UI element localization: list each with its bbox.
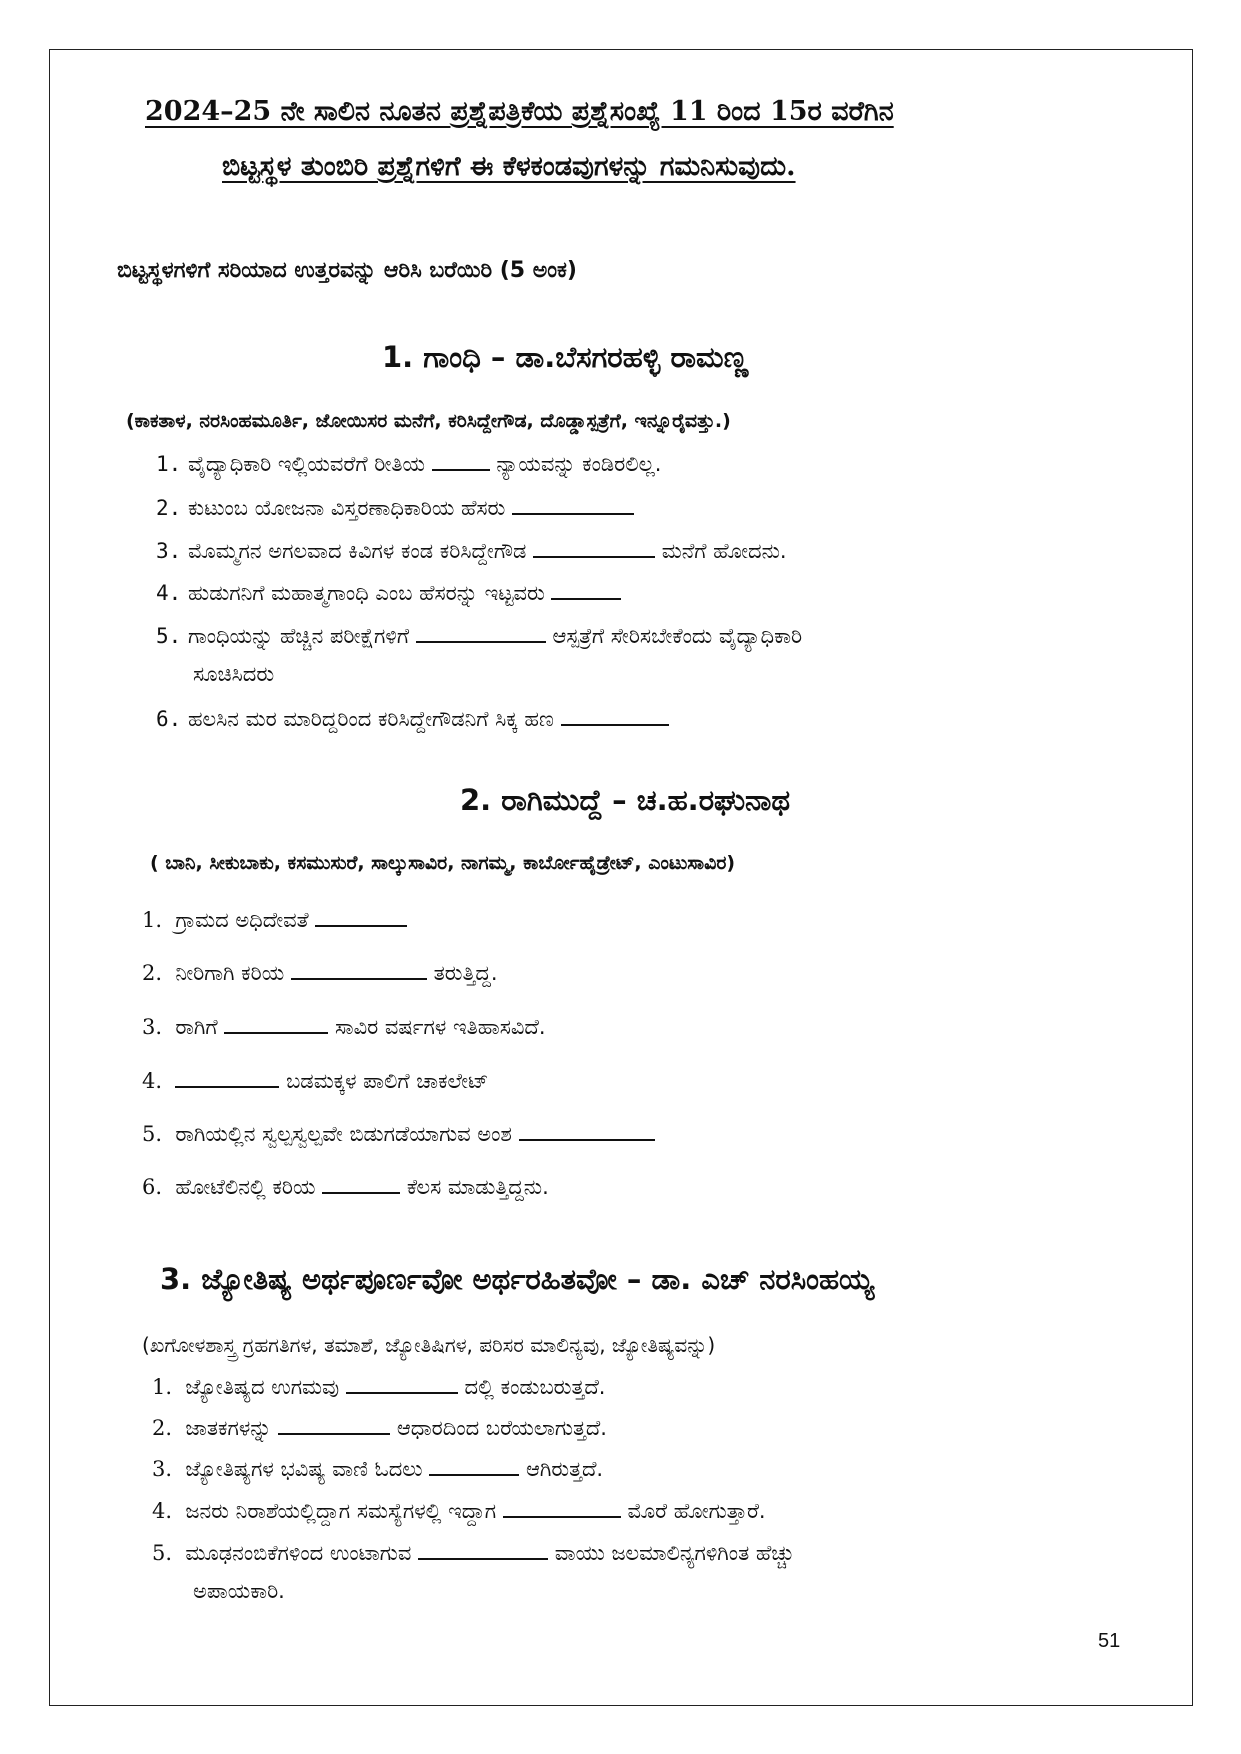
heading-line-2: ಬಿಟ್ಟಸ್ಥಳ ತುಂಬಿರಿ ಪ್ರಶ್ನೆಗಳಿಗೆ ಈ ಕೆಳಕಂಡವುಗಳನ್ನು ಗಮನಿಸುವುದು. [222, 151, 796, 182]
question-number: 3. [142, 1015, 163, 1039]
answer-blank [322, 1191, 400, 1194]
question-text-before: ಮೊಮ್ಮಗನ ಅಗಲವಾದ ಕಿವಿಗಳ ಕಂಡ ಕರಿಸಿದ್ದೇಗೌಡ [187, 539, 527, 563]
answer-blank [346, 1391, 458, 1394]
s1-question-3 [156, 539, 787, 564]
s3-question-5-continued: ಅಪಾಯಕಾರಿ. [193, 1579, 285, 1603]
question-text-before: ನೀರಿಗಾಗಿ ಕರಿಯ [175, 961, 285, 985]
question-text-after: ನ್ಯಾಯವನ್ನು ಕಂಡಿರಲಿಲ್ಲ. [496, 452, 662, 476]
question-text-before: ಹೋಟೆಲಿನಲ್ಲಿ ಕರಿಯ [175, 1175, 316, 1199]
s1-question-1 [156, 452, 661, 477]
answer-blank [418, 1557, 548, 1560]
question-text-after: ಬಡಮಕ್ಕಳ ಪಾಲಿಗೆ ಚಾಕಲೇಟ್ [286, 1069, 489, 1093]
question-text-after: ಆಸ್ಪತ್ರೆಗೆ ಸೇರಿಸಬೇಕೆಂದು ವೈದ್ಯಾಧಿಕಾರಿ [552, 624, 803, 648]
s2-question-5 [142, 1122, 655, 1147]
instruction-text: ಬಿಟ್ಟಸ್ಥಳಗಳಿಗೆ ಸರಿಯಾದ ಉತ್ತರವನ್ನು ಆರಿಸಿ ಬರೆಯಿರಿ (5 ಅಂಕ) [117, 258, 577, 283]
question-text-before: ವೈದ್ಯಾಧಿಕಾರಿ ಇಲ್ಲಿಯವರೆಗೆ ರೀತಿಯ [187, 452, 425, 476]
section-2-word-bank: ( ಬಾನಿ, ಸೀಕುಬಾಕು, ಕಸಮುಸುರೆ, ಸಾಲ್ಕುಸಾವಿರ, ನಾಗಮ್ಮ, ಕಾರ್ಬೋಹೈಡ್ರೇಟ್, ಎಂಟುಸಾವಿರ) [150, 852, 736, 874]
section-1-title: 1. ಗಾಂಧಿ – ಡಾ.ಬೆಸಗರಹಳ್ಳಿ ರಾಮಣ್ಣ [382, 340, 749, 374]
question-text-after: ತರುತ್ತಿದ್ದ. [433, 961, 498, 985]
s1-question-5 [156, 624, 802, 649]
question-number: 2. [152, 1416, 173, 1440]
s2-question-6 [142, 1175, 549, 1200]
s2-question-3 [142, 1015, 546, 1040]
question-text-before: ಜನರು ನಿರಾಶೆಯಲ್ಲಿದ್ದಾಗ ಸಮಸ್ಯೆಗಳಲ್ಲಿ ಇದ್ದಾಗ [185, 1499, 497, 1523]
answer-blank [224, 1031, 328, 1034]
question-text-after: ಸಾವಿರ ವರ್ಷಗಳ ಇತಿಹಾಸವಿದೆ. [335, 1015, 546, 1039]
page-number: 51 [1098, 1630, 1121, 1652]
s2-question-2 [142, 961, 498, 986]
question-text-before: ಜಾತಕಗಳನ್ನು [185, 1416, 272, 1440]
answer-blank [291, 977, 427, 980]
question-text-before: ಹುಡುಗನಿಗೆ ಮಹಾತ್ಮಗಾಂಧಿ ಎಂಬ ಹೆಸರನ್ನು ಇಟ್ಟವರು [187, 581, 545, 605]
question-text-before: ಹಲಸಿನ ಮರ ಮಾರಿದ್ದರಿಂದ ಕರಿಸಿದ್ದೇಗೌಡನಿಗೆ ಸಿಕ್ಕ ಹಣ [187, 707, 554, 731]
s1-question-2 [156, 496, 634, 521]
question-number: 3. [156, 539, 182, 563]
question-text-after: ಆಧಾರದಿಂದ ಬರೆಯಲಾಗುತ್ತದೆ. [396, 1416, 607, 1440]
question-number: 4. [152, 1499, 173, 1523]
answer-blank [503, 1515, 621, 1518]
question-number: 6. [156, 707, 182, 731]
answer-blank [175, 1085, 279, 1088]
answer-blank [432, 468, 490, 471]
question-number: 2. [142, 961, 163, 985]
answer-blank [315, 924, 407, 927]
question-text-before: ಗ್ರಾಮದ ಅಧಿದೇವತೆ [175, 908, 309, 932]
question-number: 3. [152, 1457, 173, 1481]
s1-question-6 [156, 707, 669, 732]
question-text-before: ರಾಗಿಗೆ [175, 1015, 218, 1039]
question-number: 4. [142, 1069, 163, 1093]
question-text-before: ಮೂಢನಂಬಿಕೆಗಳಿಂದ ಉಂಟಾಗುವ [185, 1541, 412, 1565]
answer-blank [533, 555, 655, 558]
question-number: 4. [156, 581, 182, 605]
answer-blank [561, 723, 669, 726]
answer-blank [512, 512, 634, 515]
question-text-after: ವಾಯು ಜಲಮಾಲಿನ್ಯಗಳಿಗಿಂತ ಹೆಚ್ಚು [554, 1541, 795, 1565]
question-text-before: ಗಾಂಧಿಯನ್ನು ಹೆಚ್ಚಿನ ಪರೀಕ್ಷೆಗಳಿಗೆ [187, 624, 410, 648]
s1-question-4 [156, 581, 621, 606]
question-number: 1. [156, 452, 182, 476]
s2-question-4 [142, 1069, 489, 1094]
question-text-after: ಕೆಲಸ ಮಾಡುತ್ತಿದ್ದನು. [406, 1175, 549, 1199]
question-text-after: ಮೊರೆ ಹೋಗುತ್ತಾರೆ. [627, 1499, 766, 1523]
s2-question-1 [142, 908, 407, 933]
section-3-word-bank: (ಖಗೋಳಶಾಸ್ತ್ರ ಗ್ರಹಗತಿಗಳ, ತಮಾಶೆ, ಜ್ಯೋತಿಷಿಗಳ, ಪರಿಸರ ಮಾಲಿನ್ಯವು, ಜ್ಯೋತಿಷ್ಯವನ್ನು) [142, 1333, 716, 1357]
question-text-after: ಆಗಿರುತ್ತದೆ. [525, 1457, 604, 1481]
s3-question-2 [152, 1416, 607, 1441]
section-3-title: 3. ಜ್ಯೋತಿಷ್ಯ ಅರ್ಥಪೂರ್ಣವೋ ಅರ್ಥರಹಿತವೋ – ಡಾ. ಎಚ್ ನರಸಿಂಹಯ್ಯ [160, 1262, 875, 1296]
question-text-after: ದಲ್ಲಿ ಕಂಡುಬರುತ್ತದೆ. [464, 1375, 606, 1399]
section-2-title: 2. ರಾಗಿಮುದ್ದೆ – ಚ.ಹ.ರಘುನಾಥ [460, 783, 791, 817]
answer-blank [551, 597, 621, 600]
answer-blank [519, 1138, 655, 1141]
question-number: 5. [152, 1541, 173, 1565]
answer-blank [429, 1473, 519, 1476]
heading-line-1: 2024–25 ನೇ ಸಾಲಿನ ನೂತನ ಪ್ರಶ್ನೆಪತ್ರಿಕೆಯ ಪ್ರಶ್ನೆಸಂಖ್ಯೆ 11 ರಿಂದ 15ರ ವರೆಗಿನ [145, 96, 894, 127]
question-number: 2. [156, 496, 182, 520]
section-1-word-bank: (ಕಾಕತಾಳ, ನರಸಿಂಹಮೂರ್ತಿ, ಜೋಯಿಸರ ಮನೆಗೆ, ಕರಿಸಿದ್ದೇಗೌಡ, ದೊಡ್ಡಾಸ್ಪತ್ರೆಗೆ, ಇನ್ನೂರೈವತ್ತು.) [126, 410, 731, 432]
question-text-before: ರಾಗಿಯಲ್ಲಿನ ಸ್ವಲ್ಪಸ್ವಲ್ಪವೇ ಬಿಡುಗಡೆಯಾಗುವ ಅಂಶ [175, 1122, 512, 1146]
question-text-before: ಕುಟುಂಬ ಯೋಜನಾ ವಿಸ್ತರಣಾಧಿಕಾರಿಯ ಹೆಸರು [187, 496, 506, 520]
s1-question-5-continued: ಸೂಚಿಸಿದರು [193, 662, 275, 686]
s3-question-5 [152, 1541, 794, 1566]
question-text-before: ಜ್ಯೋತಿಷ್ಯದ ಉಗಮವು [185, 1375, 340, 1399]
question-number: 6. [142, 1175, 163, 1199]
question-number: 5. [142, 1122, 163, 1146]
answer-blank [416, 640, 546, 643]
question-number: 1. [152, 1375, 173, 1399]
question-number: 1. [142, 908, 163, 932]
s3-question-4 [152, 1499, 766, 1524]
question-text-before: ಜ್ಯೋತಿಷ್ಯಗಳ ಭವಿಷ್ಯ ವಾಣಿ ಓದಲು [185, 1457, 423, 1481]
question-number: 5. [156, 624, 182, 648]
answer-blank [278, 1432, 390, 1435]
s3-question-1 [152, 1375, 605, 1400]
question-text-after: ಮನೆಗೆ ಹೋದನು. [661, 539, 787, 563]
s3-question-3 [152, 1457, 603, 1482]
